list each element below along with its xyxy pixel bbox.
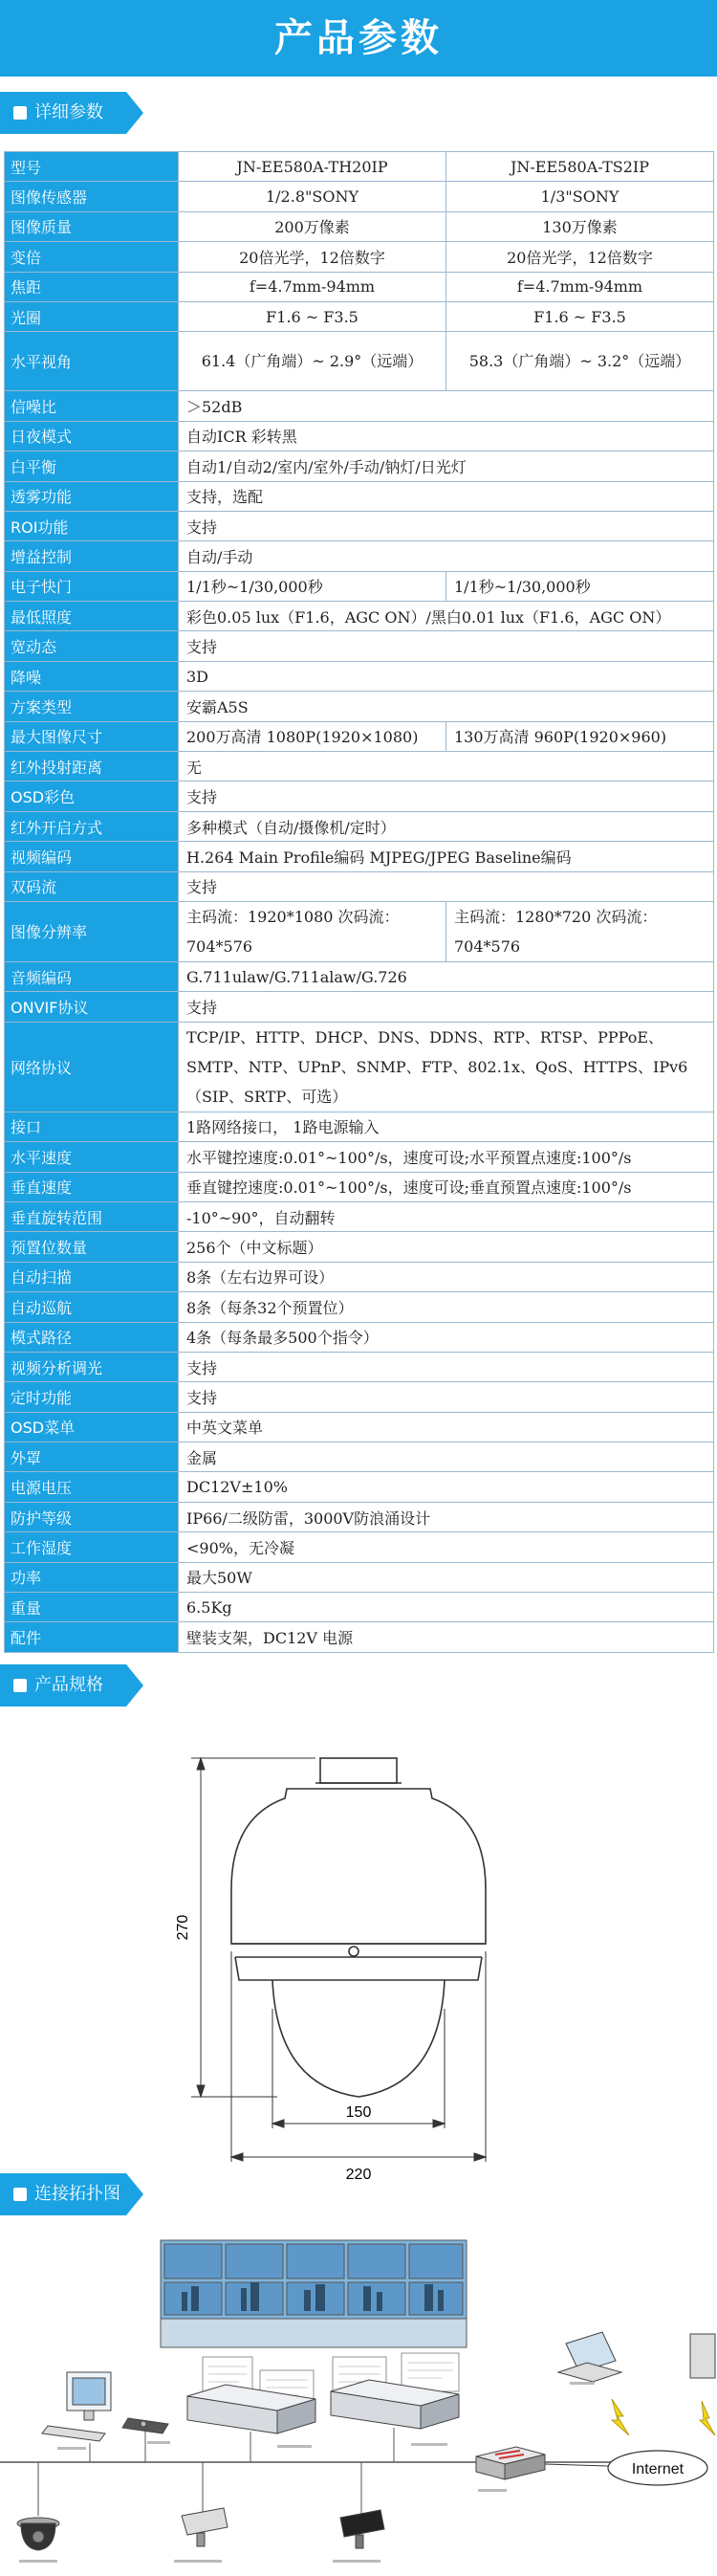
spec-label: OSD彩色 bbox=[5, 782, 179, 811]
section-tab-details bbox=[0, 92, 717, 134]
spec-label: 光圈 bbox=[5, 301, 179, 331]
spec-row bbox=[5, 1472, 714, 1502]
wireless-link-icon bbox=[612, 2399, 715, 2435]
spec-label: 电源电压 bbox=[5, 1472, 179, 1502]
spec-row bbox=[5, 782, 714, 811]
spec-row bbox=[5, 992, 714, 1022]
bullet-camera-icon bbox=[182, 2508, 228, 2546]
spec-label: 功率 bbox=[5, 1562, 179, 1592]
dimension-height: 270 bbox=[175, 1914, 191, 1941]
spec-value: 多种模式（自动/摄像机/定时） bbox=[179, 811, 714, 841]
spec-value: 1/3"SONY bbox=[446, 182, 714, 211]
camera-dimension-drawing bbox=[0, 1722, 717, 2200]
spec-label: 垂直速度 bbox=[5, 1172, 179, 1201]
spec-value: 130万像素 bbox=[446, 211, 714, 241]
spec-label: 宽动态 bbox=[5, 631, 179, 661]
spec-row bbox=[5, 421, 714, 451]
spec-value: 支持 bbox=[179, 992, 714, 1022]
spec-label: 红外投射距离 bbox=[5, 752, 179, 782]
spec-label: 垂直旋转范围 bbox=[5, 1201, 179, 1231]
spec-value: 自动1/自动2/室内/室外/手动/钠灯/日光灯 bbox=[179, 451, 714, 481]
video-wall bbox=[161, 2240, 467, 2347]
section-tab-dimensions bbox=[0, 1664, 717, 1706]
spec-row bbox=[5, 631, 714, 661]
spec-row bbox=[5, 1502, 714, 1531]
spec-label: 重量 bbox=[5, 1593, 179, 1622]
spec-row bbox=[5, 1412, 714, 1442]
spec-label: 增益控制 bbox=[5, 541, 179, 571]
spec-label: 水平速度 bbox=[5, 1142, 179, 1172]
spec-label: 自动巡航 bbox=[5, 1292, 179, 1322]
spec-label: 接口 bbox=[5, 1112, 179, 1141]
spec-value: 200万高清 1080P(1920×1080) bbox=[179, 721, 446, 751]
spec-label: 自动扫描 bbox=[5, 1262, 179, 1291]
spec-row bbox=[5, 1532, 714, 1562]
spec-value: 6.5Kg bbox=[179, 1593, 714, 1622]
spec-value: 壁装支架，DC12V 电源 bbox=[179, 1622, 714, 1652]
spec-value: 1路网络接口， 1路电源输入 bbox=[179, 1112, 714, 1141]
spec-row bbox=[5, 842, 714, 871]
spec-row bbox=[5, 272, 714, 301]
bullet-icon bbox=[13, 2188, 27, 2201]
spec-value: 支持 bbox=[179, 782, 714, 811]
mount-top bbox=[320, 1758, 397, 1783]
spec-value: 8条（左右边界可设） bbox=[179, 1262, 714, 1291]
spec-row bbox=[5, 332, 714, 391]
spec-row bbox=[5, 1352, 714, 1381]
spec-value: F1.6 ~ F3.5 bbox=[179, 301, 446, 331]
spec-value: 3D bbox=[179, 661, 714, 691]
spec-value: 主码流：1280*720 次码流：704*576 bbox=[446, 901, 714, 961]
keyboard-controller-icon bbox=[122, 2418, 168, 2433]
topology-diagram bbox=[0, 2229, 717, 2576]
spec-label: 网络协议 bbox=[5, 1022, 179, 1112]
spec-row bbox=[5, 1562, 714, 1592]
spec-label: 音频编码 bbox=[5, 961, 179, 991]
spec-value: 支持 bbox=[179, 1352, 714, 1381]
spec-label: OSD菜单 bbox=[5, 1412, 179, 1442]
network-switch-icon bbox=[476, 2447, 545, 2479]
spec-value: 支持，选配 bbox=[179, 481, 714, 511]
section-tab-topology bbox=[0, 2173, 717, 2215]
bullet-icon bbox=[13, 106, 27, 120]
spec-label: 防护等级 bbox=[5, 1502, 179, 1531]
spec-value: 4条（每条最多500个指令） bbox=[179, 1322, 714, 1352]
spec-value: JN-EE580A-TS2IP bbox=[446, 152, 714, 182]
dimension-inner-width: 150 bbox=[345, 2104, 372, 2121]
spec-label: ONVIF协议 bbox=[5, 992, 179, 1022]
bullet-icon bbox=[13, 1679, 27, 1692]
spec-row bbox=[5, 1232, 714, 1262]
spec-value: 彩色0.05 lux（F1.6，AGC ON）/黑白0.01 lux（F1.6，AGC ON） bbox=[179, 602, 714, 631]
spec-value: 20倍光学，12倍数字 bbox=[179, 242, 446, 272]
spec-row bbox=[5, 811, 714, 841]
spec-row bbox=[5, 391, 714, 421]
spec-row bbox=[5, 1112, 714, 1141]
spec-value: 垂直键控速度:0.01°~100°/s，速度可设;垂直预置点速度:100°/s bbox=[179, 1172, 714, 1201]
spec-value: 自动ICR 彩转黑 bbox=[179, 421, 714, 451]
spec-value: 安霸A5S bbox=[179, 692, 714, 721]
spec-value: 无 bbox=[179, 752, 714, 782]
spec-label: 配件 bbox=[5, 1622, 179, 1652]
spec-label: 信噪比 bbox=[5, 391, 179, 421]
spec-row bbox=[5, 301, 714, 331]
dome-outline bbox=[272, 1980, 445, 2097]
spec-value: 支持 bbox=[179, 511, 714, 540]
spec-value: 20倍光学，12倍数字 bbox=[446, 242, 714, 272]
spec-label: 白平衡 bbox=[5, 451, 179, 481]
spec-row bbox=[5, 661, 714, 691]
spec-value: DC12V±10% bbox=[179, 1472, 714, 1502]
spec-label: 型号 bbox=[5, 152, 179, 182]
spec-row bbox=[5, 451, 714, 481]
spec-value: f=4.7mm-94mm bbox=[179, 272, 446, 301]
spec-value: -10°~90°，自动翻转 bbox=[179, 1201, 714, 1231]
spec-row bbox=[5, 1292, 714, 1322]
spec-label: 最大图像尺寸 bbox=[5, 721, 179, 751]
spec-row bbox=[5, 1142, 714, 1172]
spec-row bbox=[5, 211, 714, 241]
spec-row bbox=[5, 1262, 714, 1291]
box-camera-icon bbox=[340, 2510, 384, 2548]
spec-row bbox=[5, 901, 714, 961]
spec-label: 视频编码 bbox=[5, 842, 179, 871]
dimension-drawing bbox=[0, 1722, 717, 2200]
spec-value: 自动/手动 bbox=[179, 541, 714, 571]
spec-value: 1/1秒~1/30,000秒 bbox=[446, 571, 714, 601]
spec-row bbox=[5, 511, 714, 540]
spec-table bbox=[4, 151, 714, 1653]
spec-value: 支持 bbox=[179, 871, 714, 901]
spec-value: 主码流：1920*1080 次码流：704*576 bbox=[179, 901, 446, 961]
spec-value: TCP/IP、HTTP、DHCP、DNS、DDNS、RTP、RTSP、PPPoE、SMTP、NTP、UPnP、SNMP、FTP、802.1x、QoS、HTTPS、IPv6（SIP、SRTP、可选） bbox=[179, 1022, 714, 1112]
spec-label: 工作湿度 bbox=[5, 1532, 179, 1562]
spec-value: ＞52dB bbox=[179, 391, 714, 421]
spec-row bbox=[5, 152, 714, 182]
spec-row bbox=[5, 1442, 714, 1472]
spec-row bbox=[5, 182, 714, 211]
spec-label: ROI功能 bbox=[5, 511, 179, 540]
spec-value: 支持 bbox=[179, 631, 714, 661]
spec-row bbox=[5, 571, 714, 601]
spec-value: f=4.7mm-94mm bbox=[446, 272, 714, 301]
spec-label: 模式路径 bbox=[5, 1322, 179, 1352]
housing-outline bbox=[231, 1789, 486, 1944]
spec-row bbox=[5, 1022, 714, 1112]
spec-row bbox=[5, 1172, 714, 1201]
spec-row bbox=[5, 1382, 714, 1412]
laptop-icon bbox=[558, 2332, 621, 2382]
spec-label: 降噪 bbox=[5, 661, 179, 691]
spec-row bbox=[5, 1593, 714, 1622]
spec-value: 1/2.8"SONY bbox=[179, 182, 446, 211]
spec-row bbox=[5, 1201, 714, 1231]
spec-row bbox=[5, 1322, 714, 1352]
spec-label: 焦距 bbox=[5, 272, 179, 301]
spec-label: 预置位数量 bbox=[5, 1232, 179, 1262]
spec-row bbox=[5, 602, 714, 631]
spec-row bbox=[5, 1622, 714, 1652]
section-title: 产品规格 bbox=[34, 1675, 103, 1695]
spec-label: 图像质量 bbox=[5, 211, 179, 241]
dome-camera-icon bbox=[17, 2518, 59, 2550]
spec-value: H.264 Main Profile编码 MJPEG/JPEG Baseline编码 bbox=[179, 842, 714, 871]
spec-label: 日夜模式 bbox=[5, 421, 179, 451]
section-title: 详细参数 bbox=[34, 102, 103, 122]
spec-value: 256个（中文标题） bbox=[179, 1232, 714, 1262]
spec-row bbox=[5, 871, 714, 901]
spec-value: 61.4（广角端）~ 2.9°（远端） bbox=[179, 332, 446, 391]
spec-label: 方案类型 bbox=[5, 692, 179, 721]
topology-svg bbox=[0, 2229, 717, 2576]
page-title: 产品参数 bbox=[274, 16, 443, 60]
spec-label: 最低照度 bbox=[5, 602, 179, 631]
dimension-outer-width: 220 bbox=[345, 2167, 372, 2183]
spec-value: IP66/二级防雷，3000V防浪涌设计 bbox=[179, 1502, 714, 1531]
spec-label: 变倍 bbox=[5, 242, 179, 272]
spec-label: 电子快门 bbox=[5, 571, 179, 601]
spec-value: 中英文菜单 bbox=[179, 1412, 714, 1442]
spec-value: 水平键控速度:0.01°~100°/s，速度可设;水平预置点速度:100°/s bbox=[179, 1142, 714, 1172]
spec-row bbox=[5, 752, 714, 782]
spec-row bbox=[5, 541, 714, 571]
spec-label: 图像分辨率 bbox=[5, 901, 179, 961]
spec-value: 支持 bbox=[179, 1382, 714, 1412]
spec-row bbox=[5, 692, 714, 721]
spec-label: 水平视角 bbox=[5, 332, 179, 391]
spec-value: 1/1秒~1/30,000秒 bbox=[179, 571, 446, 601]
spec-value: G.711ulaw/G.711alaw/G.726 bbox=[179, 961, 714, 991]
spec-label: 定时功能 bbox=[5, 1382, 179, 1412]
spec-value: F1.6 ~ F3.5 bbox=[446, 301, 714, 331]
spec-label: 透雾功能 bbox=[5, 481, 179, 511]
spec-value: 58.3（广角端）~ 3.2°（远端） bbox=[446, 332, 714, 391]
spec-label: 双码流 bbox=[5, 871, 179, 901]
led-indicator bbox=[349, 1947, 358, 1956]
spec-value: 最大50W bbox=[179, 1562, 714, 1592]
spec-label: 红外开启方式 bbox=[5, 811, 179, 841]
spec-label: 外罩 bbox=[5, 1442, 179, 1472]
internet-label: Internet bbox=[631, 2461, 684, 2477]
spec-value: <90%，无冷凝 bbox=[179, 1532, 714, 1562]
spec-value: 130万高清 960P(1920×960) bbox=[446, 721, 714, 751]
spec-value: 8条（每条32个预置位） bbox=[179, 1292, 714, 1322]
spec-label: 视频分析调光 bbox=[5, 1352, 179, 1381]
spec-value: 金属 bbox=[179, 1442, 714, 1472]
spec-row bbox=[5, 242, 714, 272]
spec-row bbox=[5, 721, 714, 751]
spec-value: 200万像素 bbox=[179, 211, 446, 241]
spec-row bbox=[5, 961, 714, 991]
monitor-icon bbox=[42, 2372, 111, 2441]
section-title: 连接拓扑图 bbox=[34, 2184, 120, 2204]
desktop-pc-icon bbox=[690, 2334, 715, 2378]
spec-row bbox=[5, 481, 714, 511]
spec-value: JN-EE580A-TH20IP bbox=[179, 152, 446, 182]
spec-label: 图像传感器 bbox=[5, 182, 179, 211]
